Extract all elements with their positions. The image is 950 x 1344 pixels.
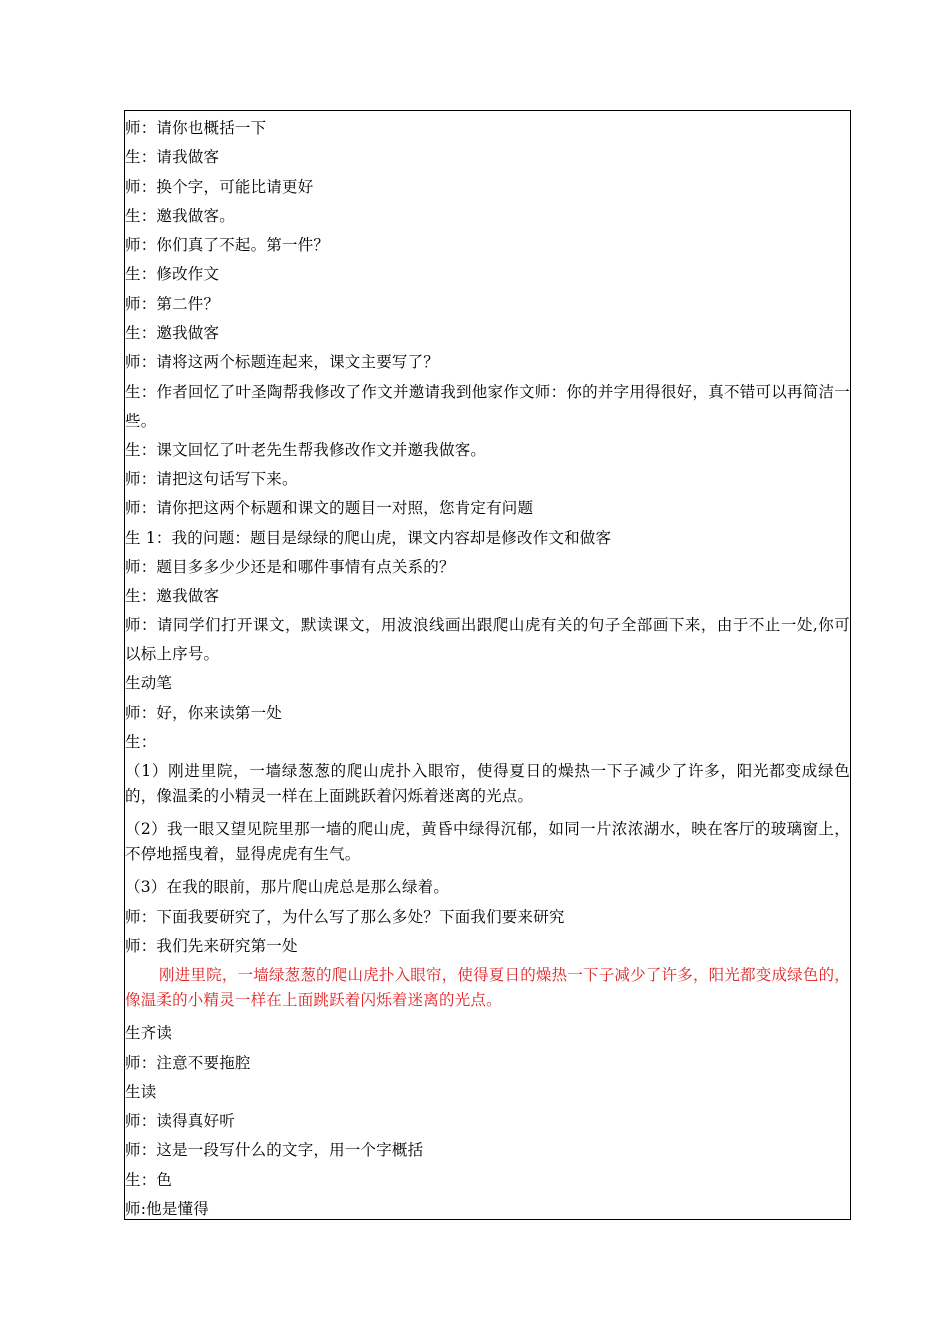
transcript-line: 生 1：我的问题：题目是绿绿的爬山虎，课文内容却是修改作文和做客 <box>125 528 612 547</box>
transcript-line: 师：请你也概括一下 <box>125 119 267 137</box>
quoted-sentence-3: （3）在我的眼前，那片爬山虎总是那么绿着。 <box>125 878 450 897</box>
transcript-paragraph: 师：请同学们打开课文，默读课文，用波浪线画出跟爬山虎有关的句子全部画下来，由于不止一处,你可以标上序号。 <box>125 616 850 664</box>
transcript-line: 生：邀我做客 <box>125 324 220 343</box>
quoted-sentence-1: （1）刚进里院，一墙绿葱葱的爬山虎扑入眼帘，使得夏日的燥热一下子减少了许多，阳光都变成绿色的，像温柔的小精灵一样在上面跳跃着闪烁着迷离的光点。 <box>125 762 850 806</box>
highlighted-passage: 刚进里院，一墙绿葱葱的爬山虎扑入眼帘，使得夏日的燥热一下子减少了许多，阳光都变成绿色的，像温柔的小精灵一样在上面跳跃着闪烁着迷离的光点。 <box>125 966 850 1010</box>
transcript-line: 生齐读 <box>125 1024 173 1043</box>
transcript-line: 师：好，你来读第一处 <box>125 703 283 722</box>
transcript-line: 生读 <box>125 1082 157 1101</box>
transcript-line: 师：题目多多少少还是和哪件事情有点关系的？ <box>125 557 455 576</box>
transcript-line: 生： <box>125 733 157 752</box>
transcript-line: 生：色 <box>125 1170 173 1189</box>
transcript-line: 生：邀我做客。 <box>125 206 235 225</box>
transcript-line: 师：我们先来研究第一处 <box>125 936 298 955</box>
transcript-line: 生：修改作文 <box>125 265 220 284</box>
transcript-line: 师：你们真了不起。第一件？ <box>125 236 330 255</box>
transcript-line: 师：请你把这两个标题和课文的题目一对照，您肯定有问题 <box>125 499 534 518</box>
transcript-line: 师：注意不要拖腔 <box>125 1053 251 1072</box>
transcript-paragraph: 生：作者回忆了叶圣陶帮我修改了作文并邀请我到他家作文师：你的并字用得很好，真不错可以再简洁一些。 <box>125 382 850 430</box>
transcript-line: 师：请把这句话写下来。 <box>125 469 298 488</box>
transcript-line: 师：这是一段写什么的文字，用一个字概括 <box>125 1141 424 1160</box>
transcript-line: 师：下面我要研究了，为什么写了那么多处？下面我们要来研究 <box>125 907 565 926</box>
transcript-line: 师:他是懂得 <box>125 1200 209 1219</box>
transcript-line: 生：课文回忆了叶老先生帮我修改作文并邀我做客。 <box>125 440 487 459</box>
quoted-sentence-2: （2）我一眼又望见院里那一墙的爬山虎，黄昏中绿得沉郁，如同一片浓浓湖水，映在客厅的玻璃窗上，不停地摇曳着，显得虎虎有生气。 <box>125 820 850 864</box>
transcript-content <box>125 114 850 1224</box>
transcript-line: 生动笔 <box>125 674 173 693</box>
transcript-line: 师：第二件？ <box>125 294 220 313</box>
transcript-line: 师：换个字，可能比请更好 <box>125 177 314 196</box>
transcript-line: 生：邀我做客 <box>125 587 220 606</box>
transcript-line: 师：请将这两个标题连起来，课文主要写了？ <box>125 353 440 372</box>
transcript-line: 生：请我做客 <box>125 148 220 167</box>
transcript-line: 师：读得真好听 <box>125 1112 235 1131</box>
